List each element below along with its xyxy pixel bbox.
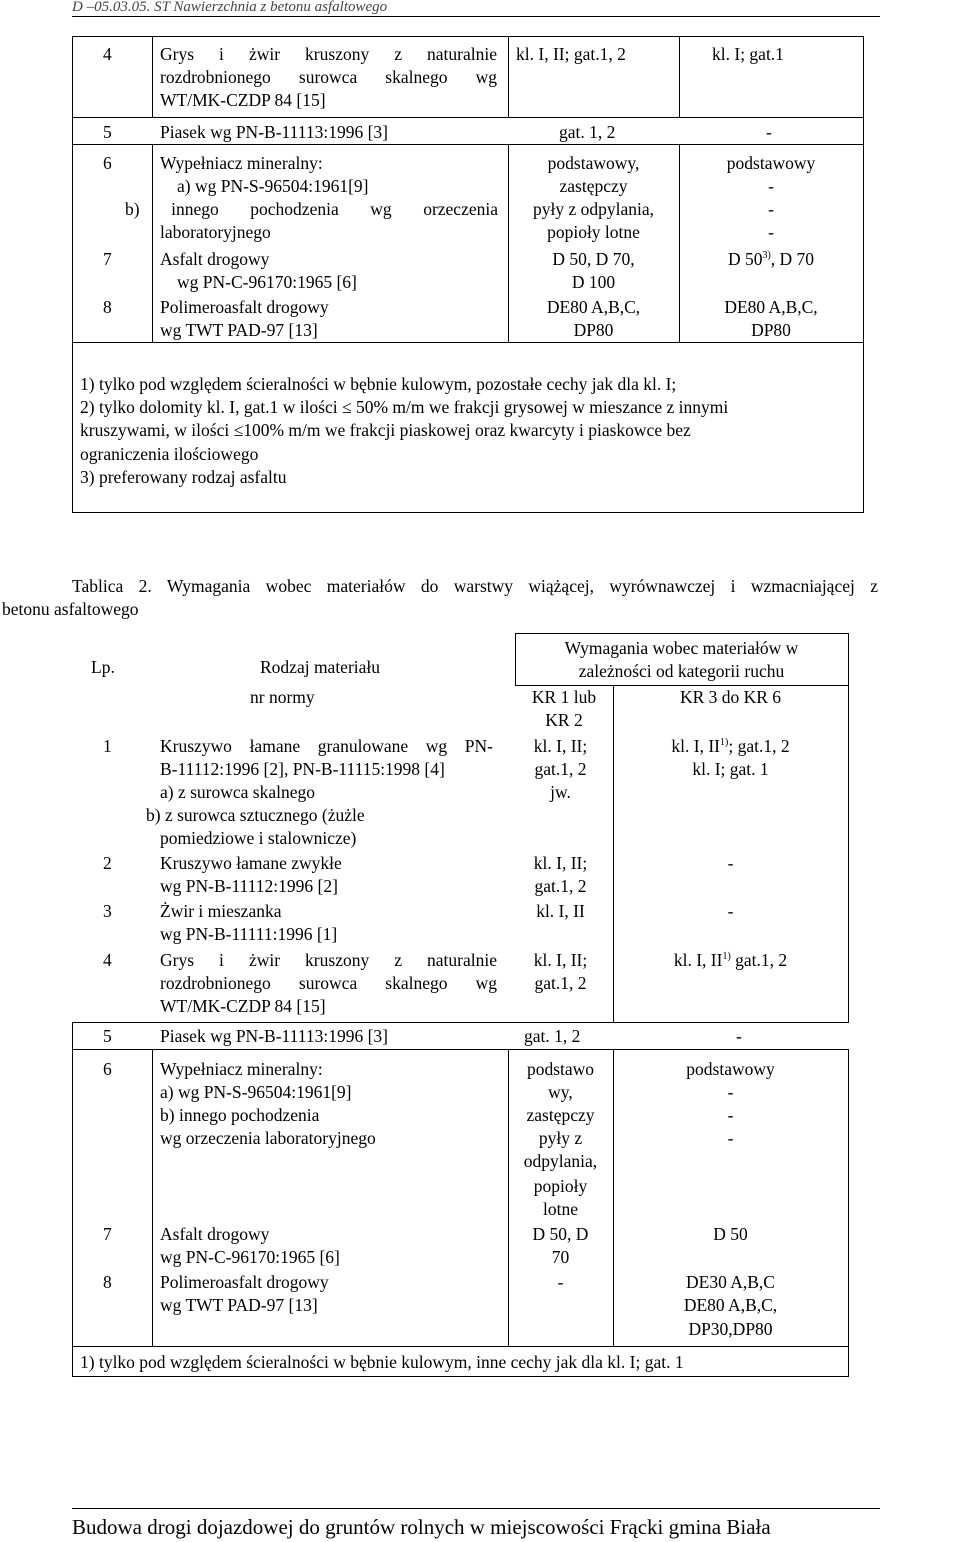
table-2-note: 1) tylko pod względem ścieralności w bębnie kulowym, inne cechy jak dla kl. I; gat. 1 — [80, 1352, 684, 1372]
page-footer: Budowa drogi dojazdowej do gruntów rolnych w miejscowości Frącki gmina Biała — [72, 1508, 880, 1542]
page-header: D –05.03.05. ST Nawierzchnia z betonu asfaltowego — [72, 0, 880, 17]
